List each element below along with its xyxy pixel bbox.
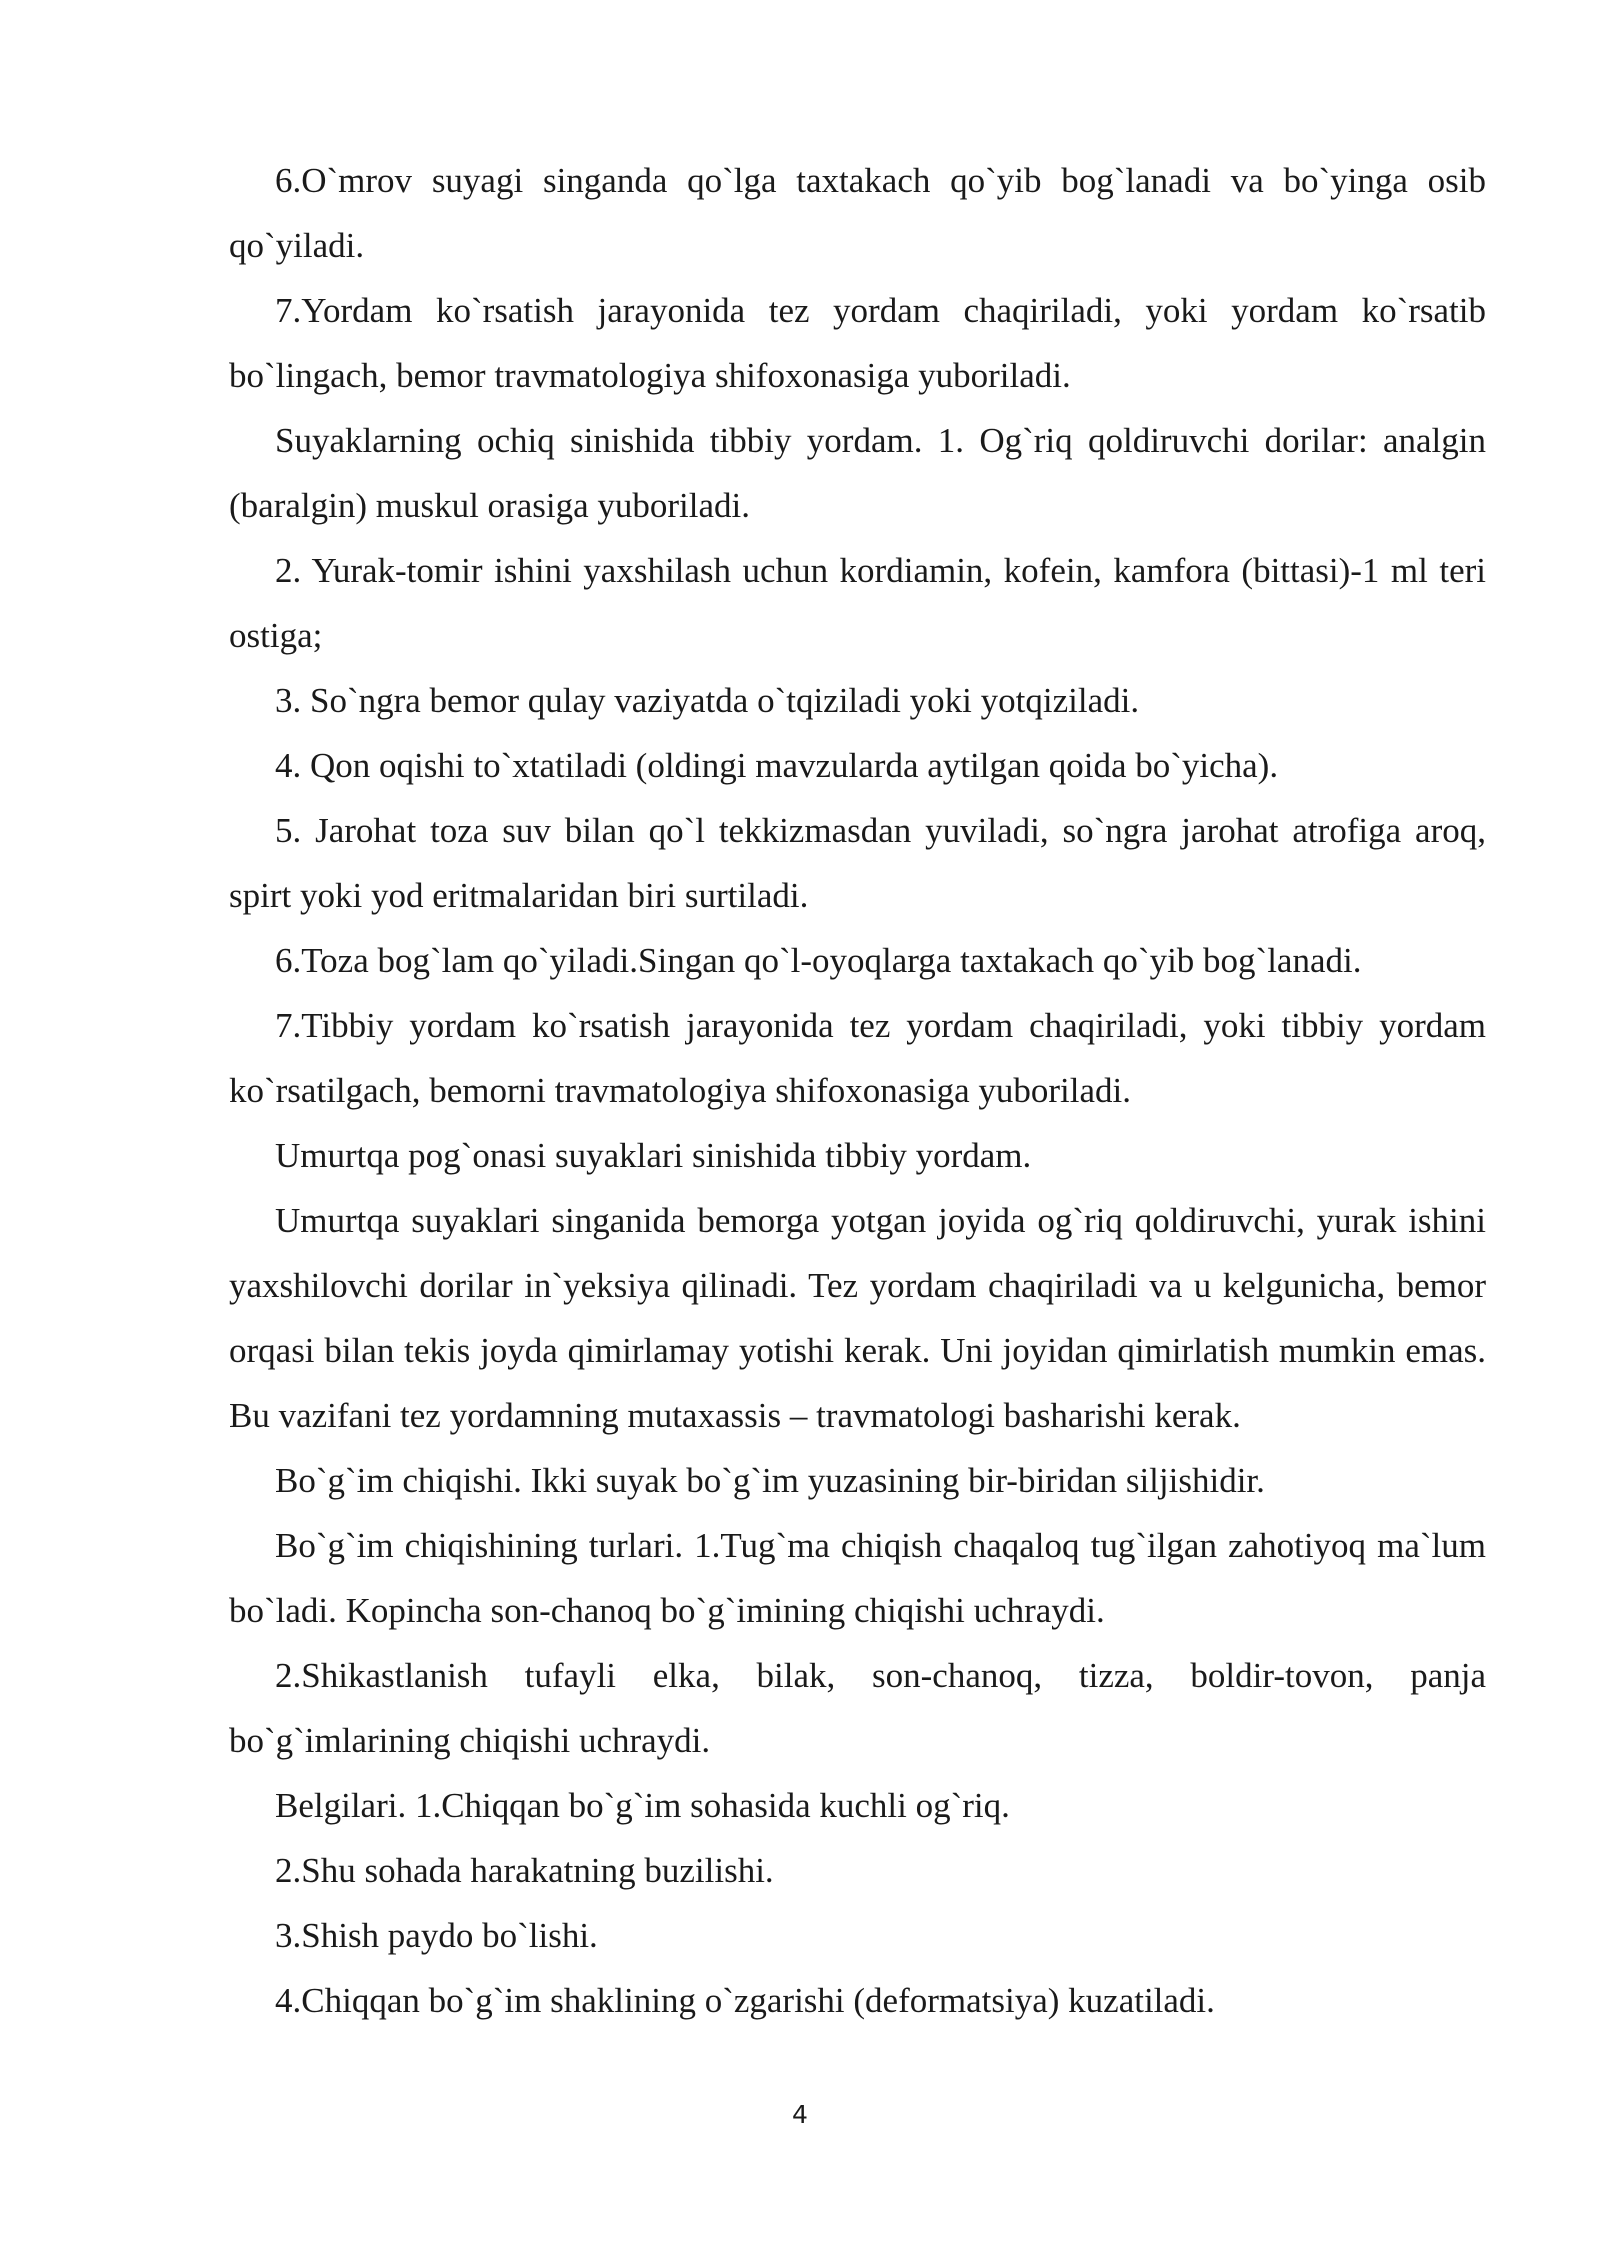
paragraph: 3. So`ngra bemor qulay vaziyatda o`tqiziladi yoki yotqiziladi.	[275, 681, 1140, 720]
paragraph: 6.Toza bog`lam qo`yiladi.Singan qo`l-oyoqlarga taxtakach qo`yib bog`lanadi.	[275, 941, 1362, 980]
paragraph: 7.Tibbiy yordam ko`rsatish jarayonida tez yordam chaqiriladi, yoki tibbiy yordam ko`rsatilgach, bemorni travmatologiya shifoxonasiga yuboriladi.	[229, 1006, 1486, 1110]
paragraph: 2.Shikastlanish tufayli elka, bilak, son-chanoq, tizza, boldir-tovon, panja bo`g`imlarining chiqishi uchraydi.	[229, 1656, 1486, 1760]
paragraph: 4.Chiqqan bo`g`im shaklining o`zgarishi (deformatsiya) kuzatiladi.	[275, 1981, 1215, 2020]
paragraph: 2.Shu sohada harakatning buzilishi.	[275, 1851, 774, 1890]
paragraph: Bo`g`im chiqishining turlari. 1.Tug`ma chiqish chaqaloq tug`ilgan zahotiyoq ma`lum bo`ladi. Kopincha son-chanoq bo`g`imining chiqishi uchraydi.	[229, 1526, 1486, 1630]
document-body	[229, 148, 1486, 2033]
paragraph: 3.Shish paydo bo`lishi.	[275, 1916, 598, 1955]
paragraph: 6.O`mrov suyagi singanda qo`lga taxtakach qo`yib bog`lanadi va bo`yinga osib qo`yiladi.	[229, 161, 1486, 265]
paragraph: 7.Yordam ko`rsatish jarayonida tez yordam chaqiriladi, yoki yordam ko`rsatib bo`lingach, bemor travmatologiya shifoxonasiga yuboriladi.	[229, 291, 1486, 395]
section-heading: Umurtqa pog`onasi suyaklari sinishida tibbiy yordam.	[275, 1136, 1032, 1175]
paragraph: 4. Qon oqishi to`xtatiladi (oldingi mavzularda aytilgan qoida bo`yicha).	[275, 746, 1279, 785]
paragraph: Bo`g`im chiqishi. Ikki suyak bo`g`im yuzasining bir-biridan siljishidir.	[275, 1461, 1265, 1500]
page-number: 4	[792, 2100, 808, 2129]
paragraph: Belgilari. 1.Chiqqan bo`g`im sohasida kuchli og`riq.	[275, 1786, 1010, 1825]
paragraph: 5. Jarohat toza suv bilan qo`l tekkizmasdan yuviladi, so`ngra jarohat atrofiga aroq, spirt yoki yod eritmalaridan biri surtiladi.	[229, 811, 1486, 915]
paragraph: Umurtqa suyaklari singanida bemorga yotgan joyida og`riq qoldiruvchi, yurak ishini yaxshilovchi dorilar in`yeksiya qilinadi. Tez yordam chaqiriladi va u kelgunicha, bemor orqasi bilan tekis joyda qimirlamay yotishi kerak. Uni joyidan qimirlatish mumkin emas. Bu vazifani tez yordamning mutaxassis – travmatologi basharishi kerak.	[229, 1201, 1486, 1435]
paragraph: 2. Yurak-tomir ishini yaxshilash uchun kordiamin, kofein, kamfora (bittasi)-1 ml teri ostiga;	[229, 551, 1486, 655]
paragraph: Suyaklarning ochiq sinishida tibbiy yordam. 1. Og`riq qoldiruvchi dorilar: analgin (baralgin) muskul orasiga yuboriladi.	[229, 421, 1486, 525]
